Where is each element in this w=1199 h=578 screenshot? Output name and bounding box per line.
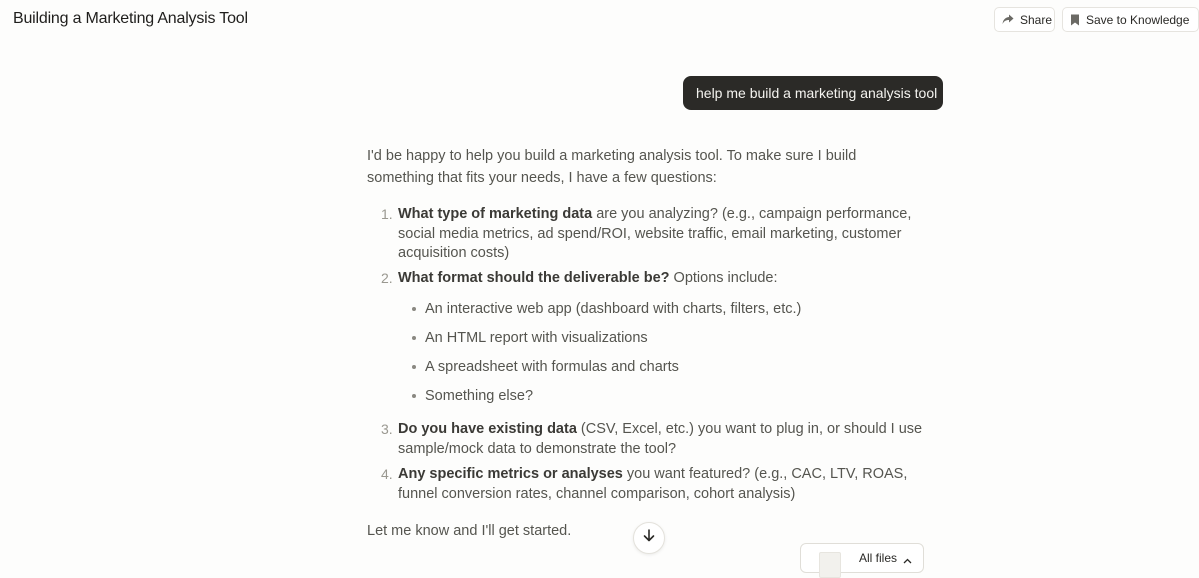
question-item	[381, 205, 928, 264]
conversation-title[interactable]: Building a Marketing Analysis Tool	[13, 10, 248, 27]
option-text: A spreadsheet with formulas and charts	[425, 359, 679, 375]
question-bold: Any specific metrics or analyses	[398, 466, 623, 482]
question-text: Options include:	[669, 270, 778, 286]
bullet	[412, 336, 416, 340]
option-item	[425, 299, 801, 319]
share-arrow-icon	[1002, 14, 1014, 25]
document-icon	[819, 552, 841, 578]
all-files-button[interactable]	[800, 543, 924, 573]
list-number: 2.	[381, 270, 393, 286]
all-files-label: All files	[859, 551, 898, 565]
list-number: 1.	[381, 206, 393, 222]
question-bold: Do you have existing data	[398, 421, 577, 437]
bullet	[412, 365, 416, 369]
chevron-up-icon	[903, 553, 912, 567]
option-item	[425, 386, 533, 406]
option-text: An HTML report with visualizations	[425, 330, 648, 346]
top-bar	[0, 0, 1199, 40]
assistant-message	[367, 145, 927, 539]
question-item	[381, 269, 928, 289]
user-message	[683, 76, 943, 110]
list-number: 3.	[381, 421, 393, 437]
question-item	[381, 465, 928, 504]
option-text: Something else?	[425, 388, 534, 404]
option-text: An interactive web app (dashboard with charts, filters, etc.)	[425, 301, 802, 317]
question-text: (CSV, Excel, etc.) you want to plug in, or should I use sample/mock data to demonstrate the tool?	[398, 421, 923, 457]
assistant-closing: Let me know and I'll get started.	[367, 523, 572, 539]
bullet	[412, 307, 416, 311]
scroll-to-bottom-button[interactable]	[633, 522, 665, 554]
share-button[interactable]	[994, 7, 1055, 32]
arrow-down-icon	[643, 529, 655, 547]
user-message-text: help me build a marketing analysis tool	[696, 85, 938, 101]
question-bold: What format should the deliverable be?	[398, 270, 670, 286]
option-item	[425, 357, 679, 377]
option-item	[425, 328, 648, 348]
bullet	[412, 394, 416, 398]
share-label: Share	[1020, 12, 1053, 27]
assistant-intro: I'd be happy to help you build a marketing analysis tool. To make sure I build something that fits your needs, I have a few questions:	[367, 148, 857, 186]
question-item	[381, 420, 928, 459]
question-bold: What type of marketing data	[398, 206, 593, 222]
bookmark-icon	[1070, 14, 1080, 26]
save-to-knowledge-button[interactable]	[1062, 7, 1199, 32]
question-text: you want featured? (e.g., CAC, LTV, ROAS, funnel conversion rates, channel comparison, cohort analysis)	[398, 466, 908, 502]
list-number: 4.	[381, 466, 393, 482]
question-text: are you analyzing? (e.g., campaign performance, social media metrics, ad spend/ROI, website traffic, email marketing, customer acquisition costs)	[398, 206, 912, 261]
save-label: Save to Knowledge	[1086, 12, 1190, 27]
